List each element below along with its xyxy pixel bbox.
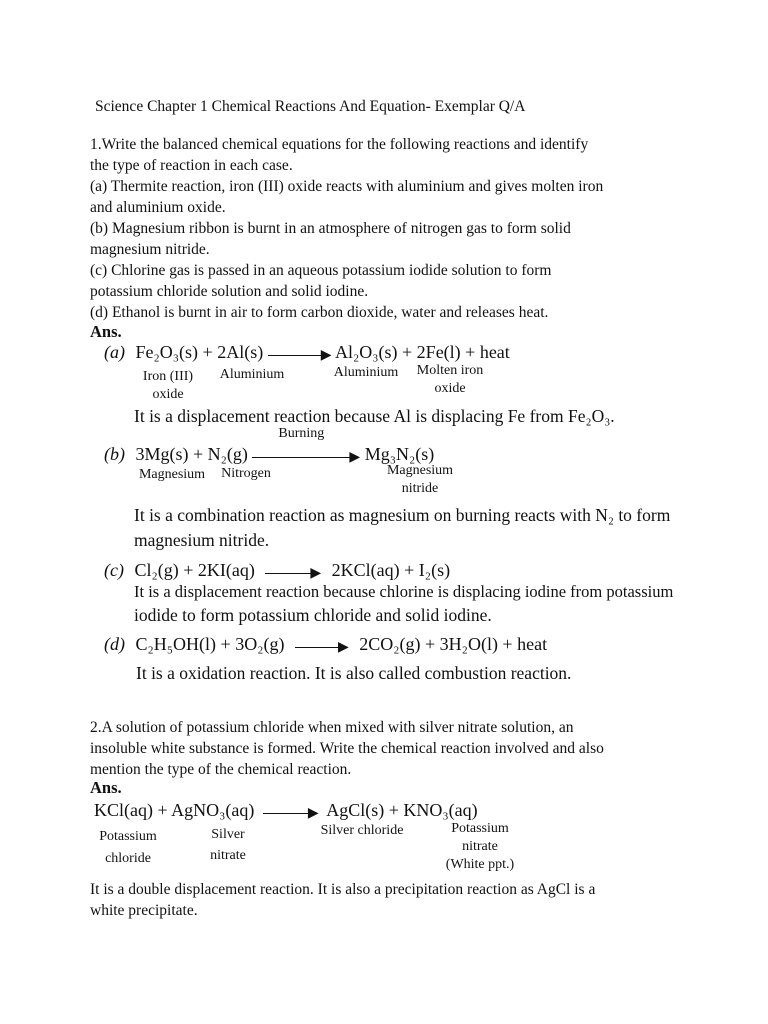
eq-q2-label-potassium-nitrate: Potassium nitrate (White ppt.) [445, 821, 515, 872]
q2-conclusion-1: It is a double displacement reaction. It is also a precipitation reaction as AgCl is a [90, 881, 596, 898]
reaction-arrow-icon: ▶ [265, 561, 321, 582]
q1-line-4: and aluminium oxide. [90, 199, 226, 216]
q1-line-1: 1.Write the balanced chemical equations for the following reactions and identify [90, 136, 589, 153]
eq-q2-label-silver-chloride: Silver chloride [320, 823, 404, 838]
eq-d-reactants: C₂H₅OH(l) + 3O₂(g) [135, 634, 285, 654]
q1-answer-label: Ans. [90, 322, 122, 341]
q1-line-5: (b) Magnesium ribbon is burnt in an atmosphere of nitrogen gas to form solid [90, 220, 571, 237]
q2-answer-label: Ans. [90, 778, 122, 797]
eq-q2 [94, 800, 478, 822]
q2-line-3: mention the type of the chemical reaction. [90, 761, 352, 778]
eq-b-label: (b) [104, 444, 125, 464]
eq-a-reactants: Fe₂O₃(s) + 2Al(s) [135, 342, 264, 362]
eq-a-products: Al₂O₃(s) + 2Fe(l) + heat [334, 342, 510, 362]
eq-b-label-magnesium: Magnesium [138, 467, 206, 482]
reaction-arrow-icon: ▶ [263, 801, 319, 822]
eq-b-explanation-1: It is a combination reaction as magnesium on burning reacts with N₂ to form [134, 505, 671, 525]
q1-line-6: magnesium nitride. [90, 241, 210, 258]
q1-line-2: the type of reaction in each case. [90, 157, 293, 174]
eq-q2-products: AgCl(s) + KNO₃(aq) [326, 800, 478, 820]
eq-d-products: 2CO₂(g) + 3H₂O(l) + heat [359, 634, 548, 654]
eq-q2-label-potassium-chloride: Potassium chloride [99, 829, 157, 866]
eq-a-label-aluminium: Aluminium [219, 367, 285, 382]
eq-a-label-aluminium-oxide: Aluminium [333, 365, 399, 380]
eq-c-reactants: Cl₂(g) + 2KI(aq) [134, 560, 255, 580]
reaction-arrow-icon: Burning ▶ [252, 445, 360, 466]
eq-b-label-nitrogen: Nitrogen [221, 466, 271, 481]
q2-conclusion-2: white precipitate. [90, 902, 198, 919]
eq-a-label: (a) [104, 342, 125, 362]
eq-a-label-iron-oxide: Iron (III) oxide [142, 369, 194, 402]
page-title: Science Chapter 1 Chemical Reactions And Equation- Exemplar Q/A [95, 98, 526, 115]
eq-b-products: Mg₃N₂(s) [364, 444, 435, 464]
eq-b-explanation-2: magnesium nitride. [134, 530, 270, 550]
eq-d-explanation: It is a oxidation reaction. It is also called combustion reaction. [136, 663, 572, 683]
eq-b-label-magnesium-nitride: Magnesium nitride [386, 463, 454, 496]
eq-a-label-molten-iron: Molten iron oxide [416, 363, 484, 396]
eq-d [104, 634, 547, 656]
reaction-arrow-icon: ▶ [295, 635, 349, 656]
eq-d-label: (d) [104, 634, 125, 654]
q2-line-1: 2.A solution of potassium chloride when mixed with silver nitrate solution, an [90, 719, 574, 736]
eq-c-explanation-2: iodide to form potassium chloride and solid iodine. [134, 605, 492, 625]
eq-c-explanation-1: It is a displacement reaction because chlorine is displacing iodine from potassium [134, 582, 674, 601]
q1-line-8: potassium chloride solution and solid iodine. [90, 283, 369, 300]
eq-q2-reactants: KCl(aq) + AgNO₃(aq) [94, 800, 255, 820]
eq-b-condition: Burning [278, 426, 325, 442]
eq-b-reactants: 3Mg(s) + N₂(g) [135, 444, 248, 464]
q1-line-7: (c) Chlorine gas is passed in an aqueous potassium iodide solution to form [90, 262, 552, 279]
q1-line-9: (d) Ethanol is burnt in air to form carbon dioxide, water and releases heat. [90, 304, 549, 321]
reaction-arrow-icon: ▶ [268, 343, 332, 364]
eq-q2-label-silver-nitrate: Silver nitrate [210, 827, 246, 863]
eq-c-label: (c) [104, 560, 124, 580]
q2-line-2: insoluble white substance is formed. Write the chemical reaction involved and also [90, 740, 604, 757]
eq-a-explanation: It is a displacement reaction because Al is displacing Fe from Fe₂O₃. [134, 406, 615, 426]
eq-c-products: 2KCl(aq) + I₂(s) [331, 560, 451, 580]
q1-line-3: (a) Thermite reaction, iron (III) oxide reacts with aluminium and gives molten iron [90, 178, 604, 195]
